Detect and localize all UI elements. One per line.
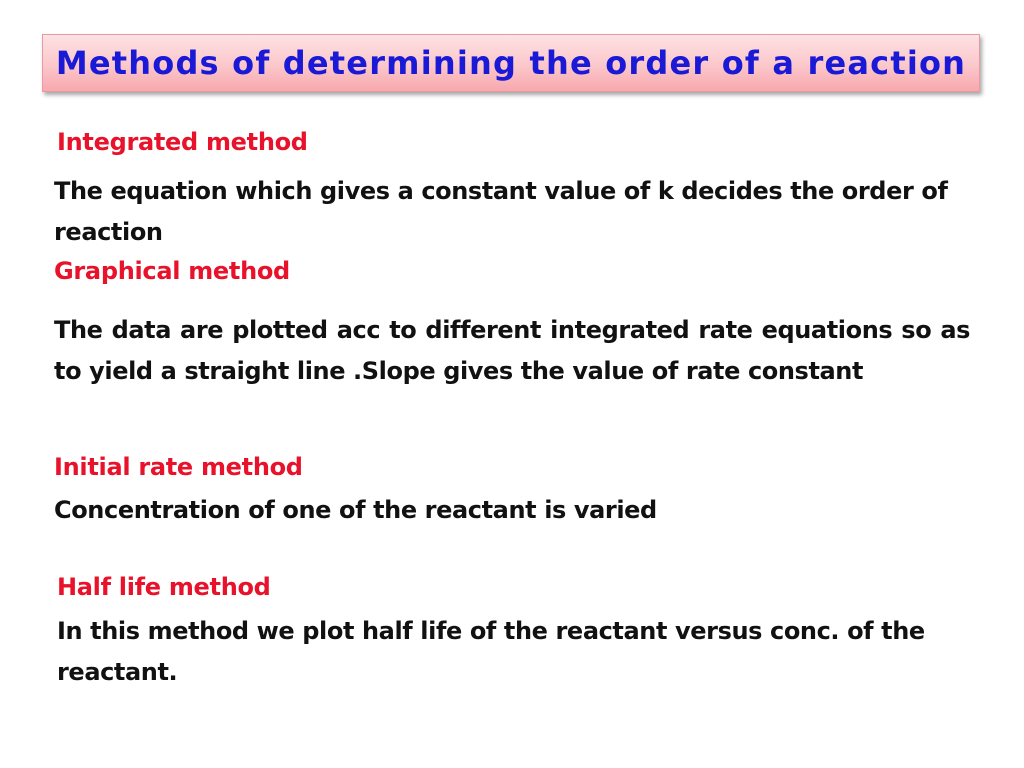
text-initial-rate-method: Concentration of one of the reactant is varied <box>54 496 657 524</box>
title-banner <box>42 34 980 92</box>
text-graphical-method: The data are plotted acc to different integrated rate equations so as to yield a straight line .Slope gives the value of rate constant <box>54 316 970 385</box>
heading-half-life-method: Half life method <box>57 573 271 601</box>
text-half-life-method: In this method we plot half life of the reactant versus conc. of the reactant. <box>57 617 925 686</box>
text-integrated-method: The equation which gives a constant value of k decides the order of reaction <box>54 177 948 246</box>
heading-initial-rate-method: Initial rate method <box>54 453 303 481</box>
slide-title: Methods of determining the order of a reaction <box>55 44 967 82</box>
heading-integrated-method: Integrated method <box>57 128 308 156</box>
heading-graphical-method: Graphical method <box>54 257 290 285</box>
